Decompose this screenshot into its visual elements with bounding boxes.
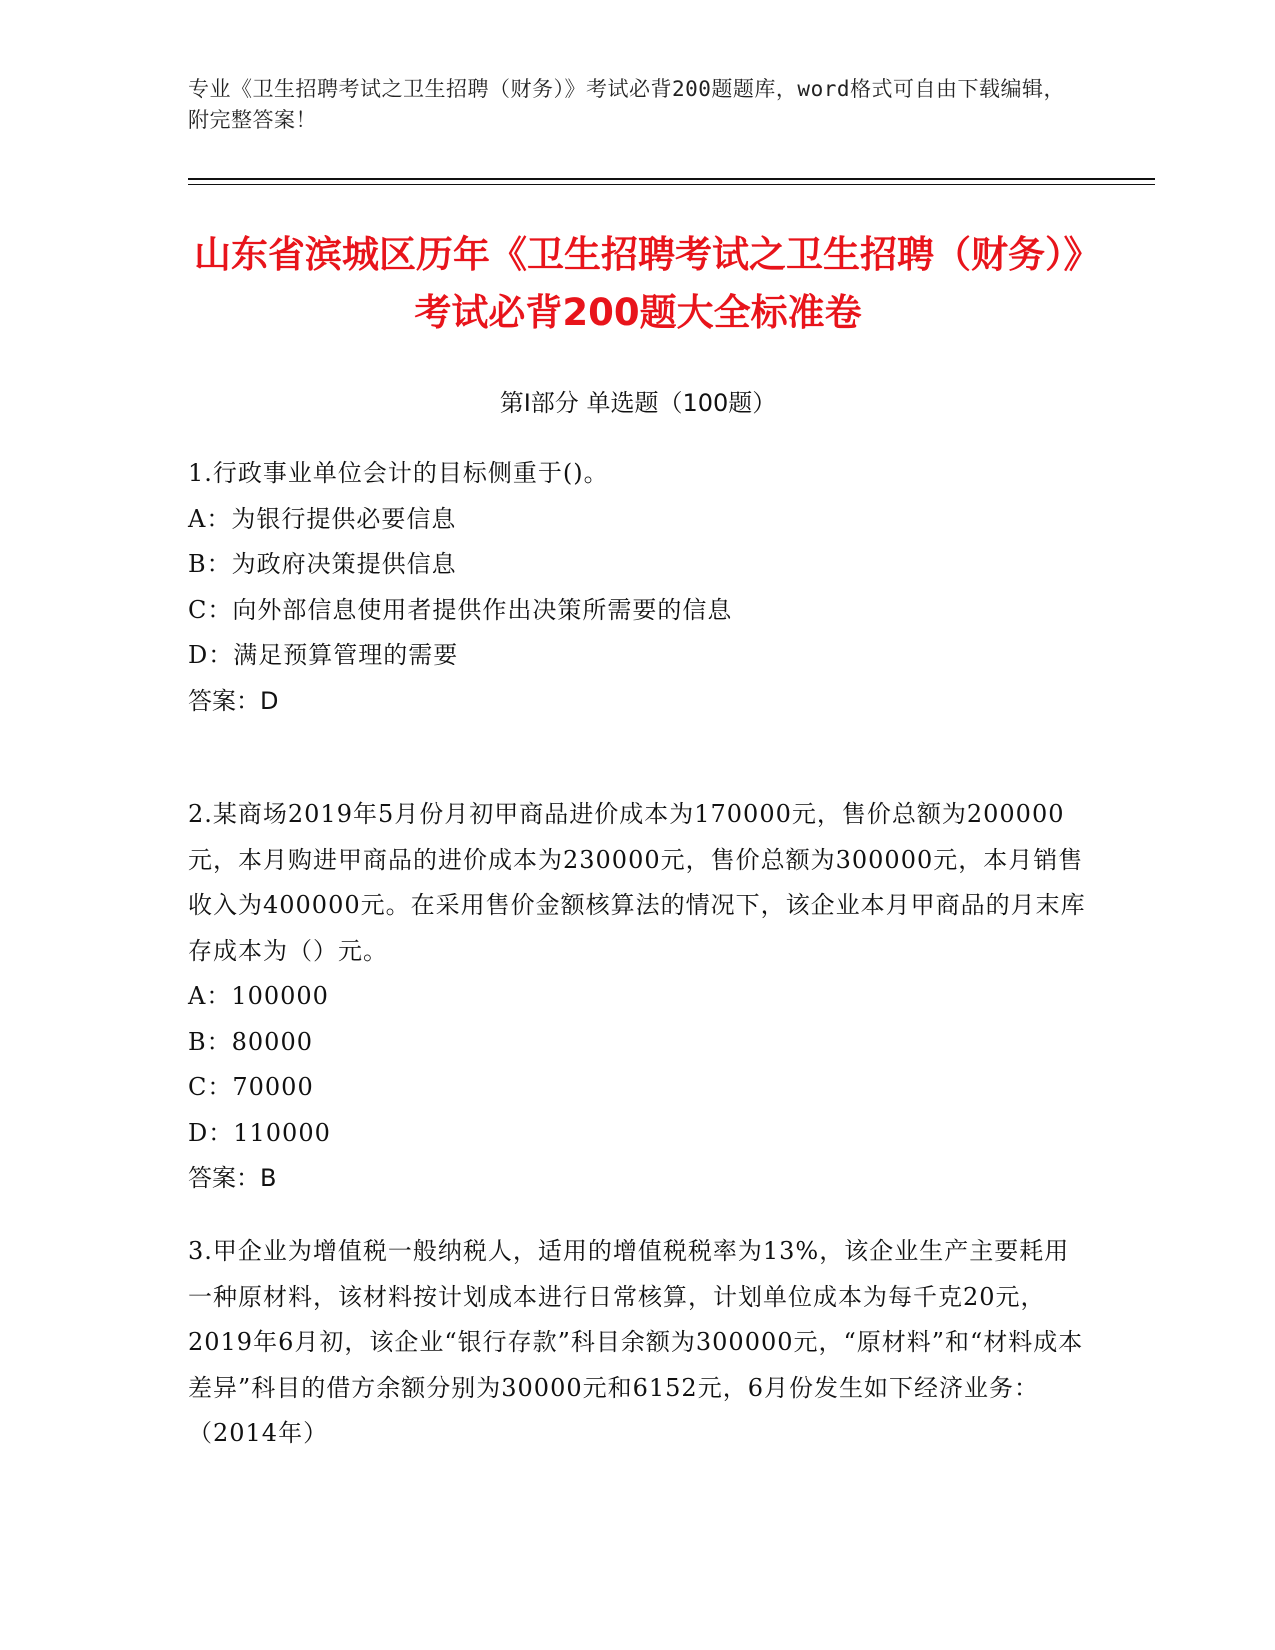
option-c: C：向外部信息使用者提供作出决策所需要的信息 [188, 595, 733, 624]
option-d: D：满足预算管理的需要 [188, 641, 459, 669]
header-note: 专业《卫生招聘考试之卫生招聘（财务）》考试必背200题题库，word格式可自由下载编辑，附完整答案！ [188, 77, 1065, 132]
question-1 [188, 451, 1088, 724]
header-rule-thin [188, 184, 1155, 185]
document-title: 山东省滨城区历年《卫生招聘考试之卫生招聘（财务）》考试必背200题大全标准卷 [194, 233, 1082, 334]
question-2 [188, 792, 1088, 1202]
option-d: D：110000 [188, 1118, 331, 1147]
option-a: A：100000 [188, 982, 329, 1010]
answer: 答案：B [188, 1164, 277, 1192]
question-3 [188, 1229, 1088, 1457]
header-rule-thick [188, 178, 1155, 180]
option-b: B：80000 [188, 1027, 313, 1056]
section-heading: 第I部分 单选题（100题） [499, 389, 777, 417]
answer: 答案：D [188, 686, 279, 715]
option-b: B：为政府决策提供信息 [188, 550, 457, 578]
question-stem: 3.甲企业为增值税一般纳税人，适用的增值税税率为13%，该企业生产主要耗用一种原材料，该材料按计划成本进行日常核算，计划单位成本为每千克20元，2019年6月初，该企业“银行存款”科目余额为300000元，“原材料”和“材料成本差异”科目的借方余额分别为30000元和6152元，6月份发生如下经济业务：（2014年） [188, 1237, 1084, 1447]
question-stem: 2.某商场2019年5月份月初甲商品进价成本为170000元，售价总额为200000元，本月购进甲商品的进价成本为230000元，售价总额为300000元，本月销售收入为400000元。在采用售价金额核算法的情况下，该企业本月甲商品的月末库存成本为（）元。 [188, 800, 1086, 965]
option-a: A：为银行提供必要信息 [188, 504, 457, 533]
option-c: C：70000 [188, 1073, 314, 1101]
question-stem: 1.行政事业单位会计的目标侧重于()。 [188, 459, 609, 487]
